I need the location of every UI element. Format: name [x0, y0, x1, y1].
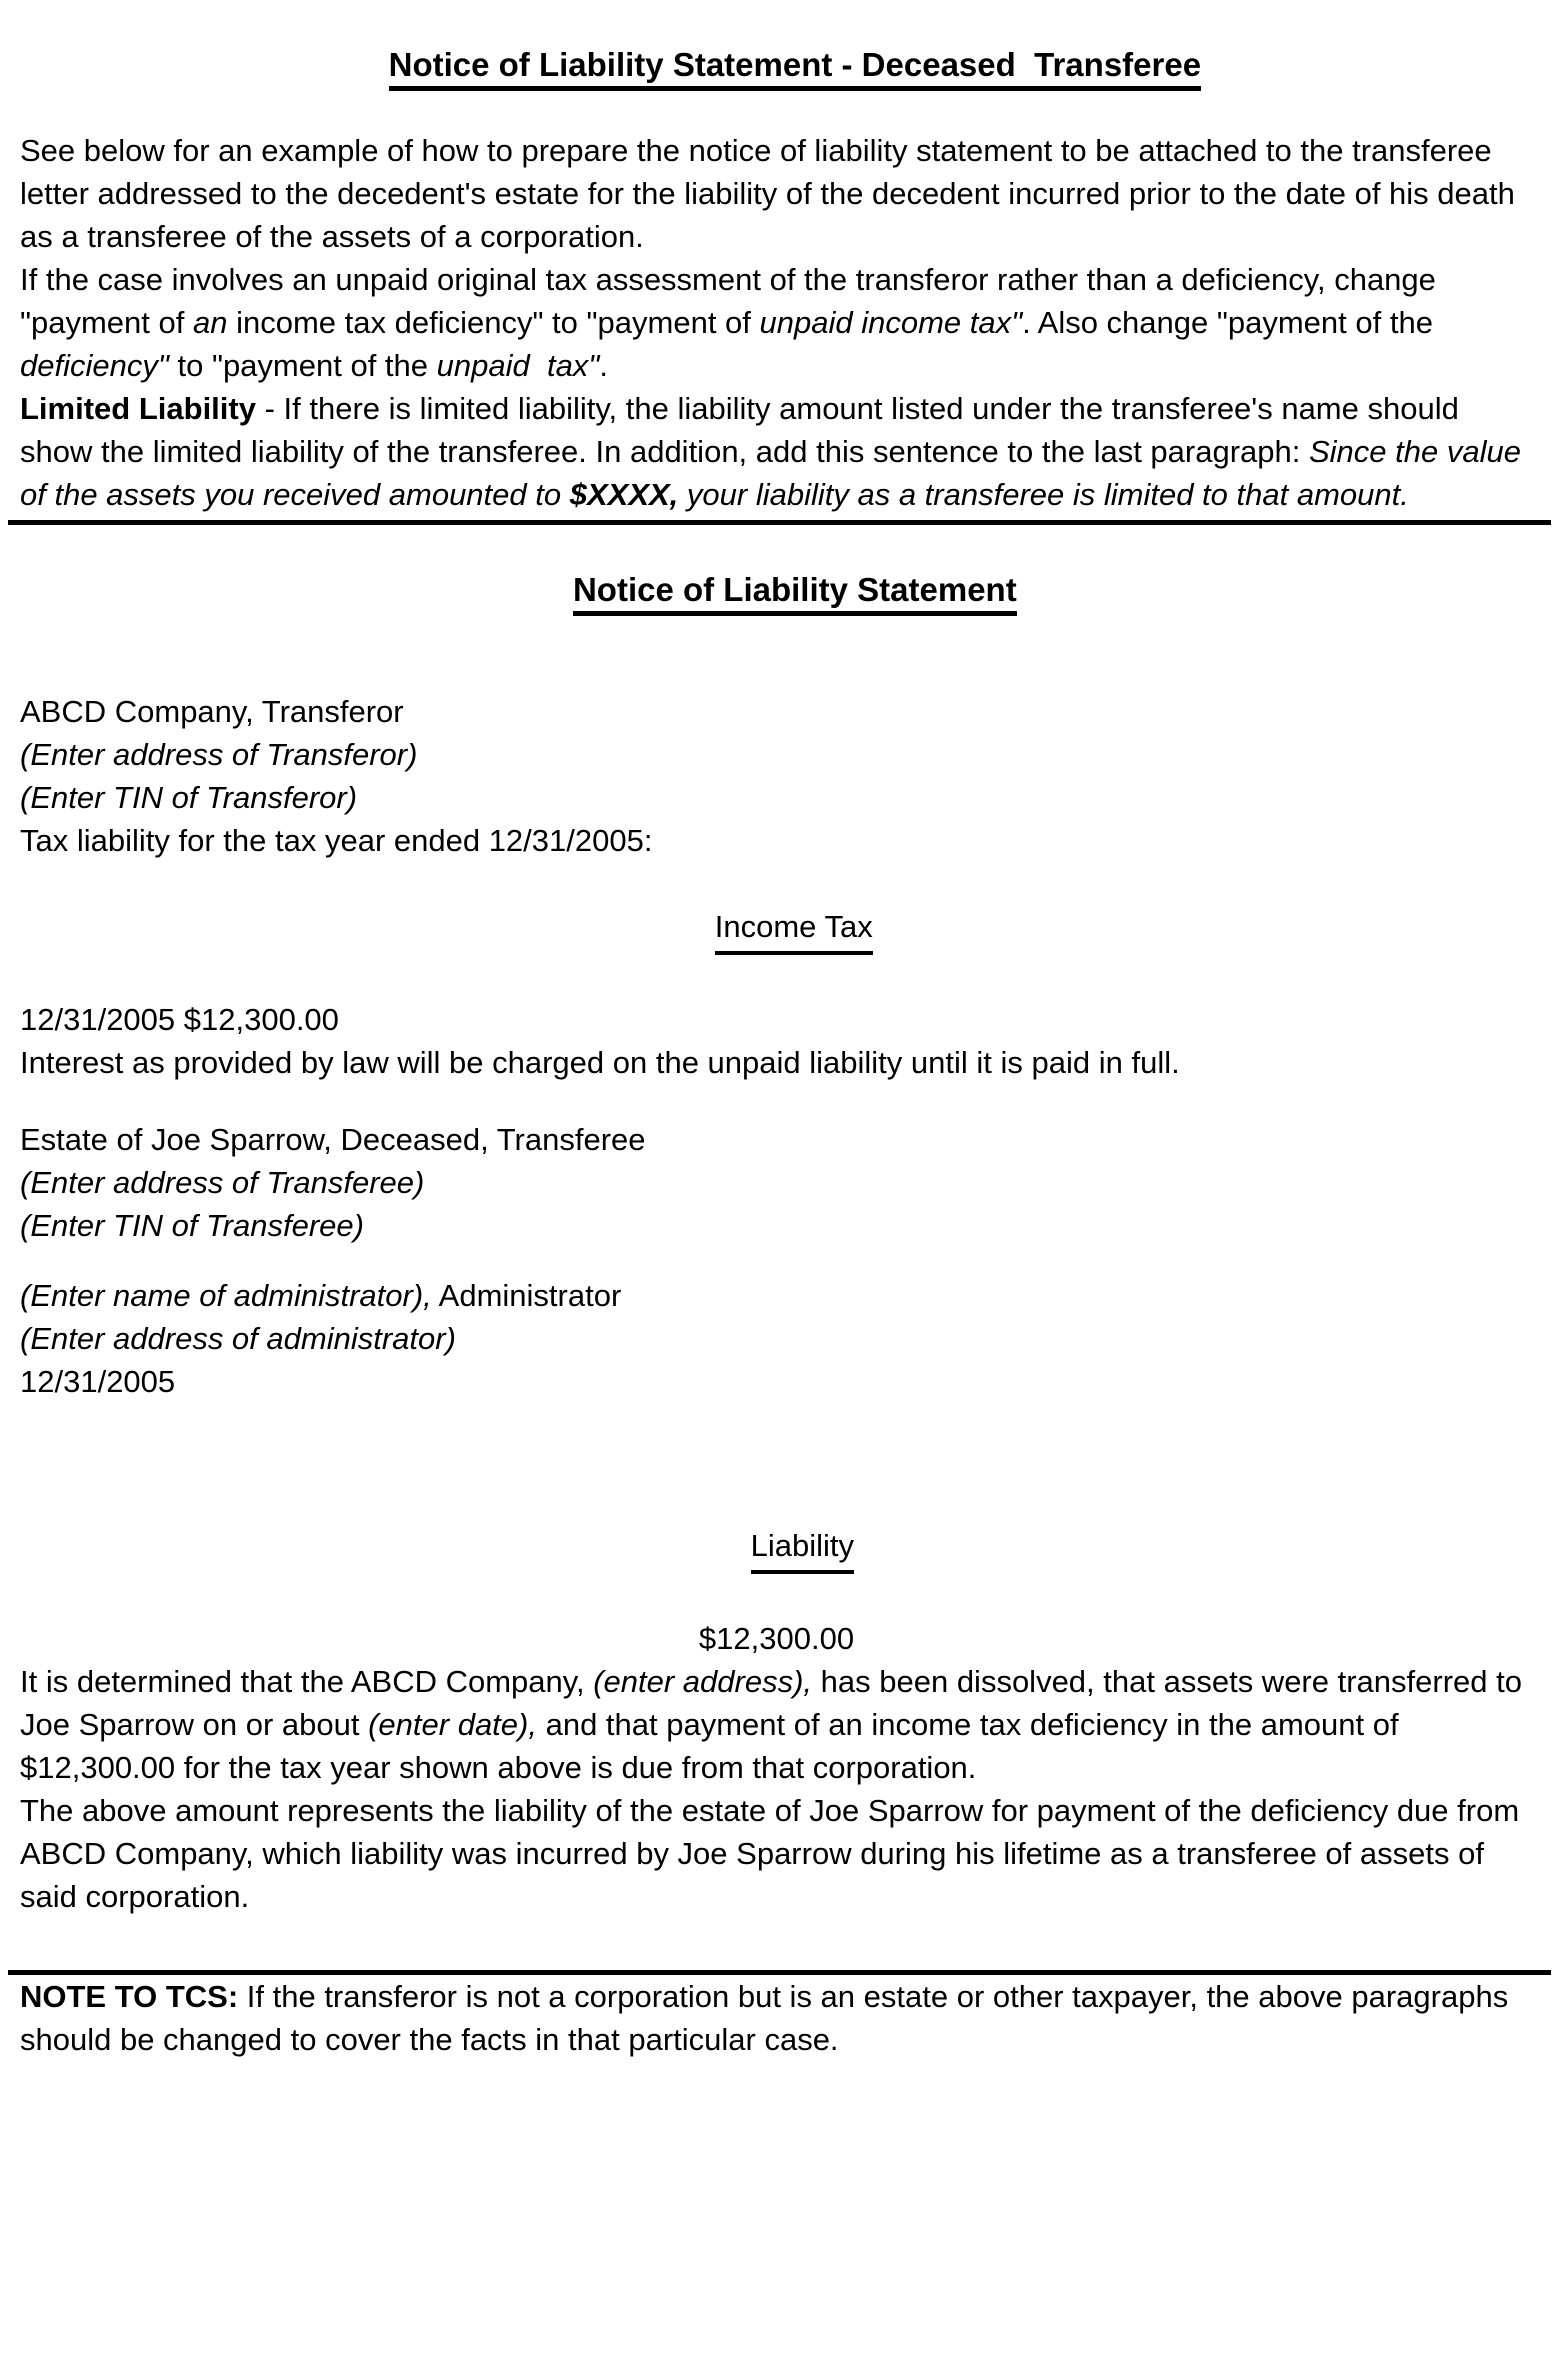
tax-year-line: Tax liability for the tax year ended 12/31/2005: — [20, 823, 653, 858]
transferee-tin: (Enter TIN of Transferee) — [20, 1208, 364, 1243]
income-tax-heading-text: Income Tax — [715, 905, 873, 955]
text-run: If the transferor is not a corporation but is an estate or other taxpayer, the above paragraphs should be changed to cover the facts in that particular case. — [20, 1979, 1517, 2057]
tax-liability-row: 12/31/2005 $12,300.00 — [20, 1002, 339, 1037]
statement-date: 12/31/2005 — [20, 1364, 176, 1399]
text-run: (enter date), — [368, 1707, 537, 1742]
transferor-address: (Enter address of Transferor) — [20, 737, 418, 772]
text-run: Limited Liability — [20, 391, 256, 426]
text-run: your liability as a transferee is limited to that amount. — [678, 477, 1409, 512]
transferor-name: ABCD Company, Transferor — [20, 694, 404, 729]
text-run: . Also change "payment of the — [1022, 305, 1442, 340]
main-title-text: Notice of Liability Statement - Deceased Transferee — [389, 46, 1201, 91]
text-run: Administrator — [431, 1278, 622, 1313]
liability-heading-text: Liability — [751, 1524, 854, 1574]
administrator-block — [20, 1274, 1533, 1360]
text-run: income tax deficiency" to "payment of — [227, 305, 760, 340]
text-run: (Enter name of administrator), — [20, 1278, 432, 1313]
text-run: deficiency" — [20, 348, 169, 383]
determination-paragraph — [20, 1660, 1533, 1789]
instructions-paragraph — [20, 258, 1533, 387]
text-run: Since the value of the assets you received amounted to — [20, 434, 1530, 512]
text-run: $XXXX, — [569, 477, 679, 512]
transferor-block — [20, 690, 1533, 819]
liability-block — [20, 1481, 1533, 1660]
text-run: It is determined that the ABCD Company, — [20, 1664, 594, 1699]
text-run: If the case involves an unpaid original tax assessment of the transferor rather than a deficiency, change "payment of — [20, 262, 1445, 340]
text-run: has been dissolved, that assets were transferred to Joe Sparrow on or about — [20, 1664, 1531, 1742]
text-run: . — [599, 348, 608, 383]
text-run: to "payment of the — [168, 348, 437, 383]
text-run: - If there is limited liability, the liability amount listed under the transferee's name should show the limited liability of the transferee. In addition, add this sentence to the last paragraph: — [20, 391, 1468, 469]
transferee-name: Estate of Joe Sparrow, Deceased, Transferee — [20, 1122, 646, 1157]
administrator-address: (Enter address of administrator) — [20, 1321, 456, 1356]
text-run: NOTE TO TCS: — [20, 1979, 239, 2014]
liability-amount: $12,300.00 — [698, 1621, 855, 1656]
liability-heading — [20, 1481, 1533, 1617]
intro-paragraph: See below for an example of how to prepare the notice of liability statement to be attached to the transferee letter addressed to the decedent's estate for the liability of the decedent incurred prior to the date of his death as a transferee of the assets of a corporation. — [20, 133, 1524, 254]
text-run: unpaid tax" — [436, 348, 600, 383]
statement-heading — [20, 525, 1533, 654]
main-title — [20, 0, 1533, 129]
interest-line: Interest as provided by law will be charged on the unpaid liability until it is paid in full. — [20, 1045, 1180, 1080]
transferor-tin: (Enter TIN of Transferor) — [20, 780, 358, 815]
income-tax-heading — [20, 862, 1533, 998]
administrator-line — [20, 1274, 1533, 1317]
limited-liability-paragraph — [20, 387, 1533, 516]
transferee-address: (Enter address of Transferee) — [20, 1165, 425, 1200]
liability-summary-paragraph: The above amount represents the liability of the estate of Joe Sparrow for payment of the deficiency due from ABCD Company, which liability was incurred by Joe Sparrow during his lifetime as a transferee of assets of said corporation. — [20, 1793, 1527, 1914]
statement-heading-text: Notice of Liability Statement — [573, 571, 1017, 616]
text-run: unpaid income tax" — [759, 305, 1023, 340]
text-run: and that payment of an income tax deficiency in the amount of $12,300.00 for the tax year shown above is due from that corporation. — [20, 1707, 1408, 1785]
note-paragraph — [20, 1975, 1533, 2061]
text-run: an — [192, 305, 228, 340]
transferee-block — [20, 1118, 1533, 1247]
text-run: (enter address), — [593, 1664, 813, 1699]
